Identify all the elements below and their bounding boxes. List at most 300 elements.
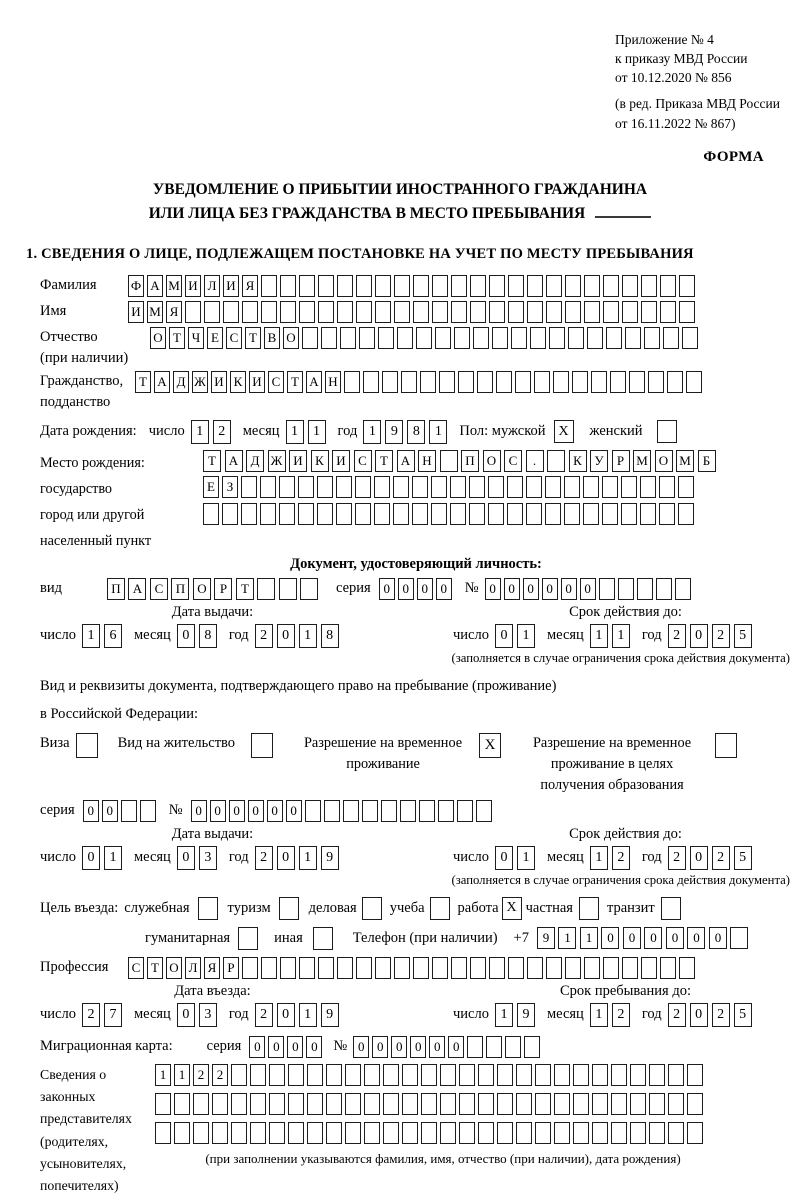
char-cell[interactable] [508,275,524,297]
char-cell[interactable] [687,1122,703,1144]
char-cell[interactable]: Т [245,327,261,349]
char-cell[interactable] [394,957,410,979]
char-cell[interactable] [222,503,238,525]
char-cell[interactable]: С [268,371,284,393]
char-cell[interactable]: М [166,275,182,297]
char-cell[interactable] [515,371,531,393]
char-cell[interactable]: Т [147,957,163,979]
char-cell[interactable] [516,1093,532,1115]
char-cell[interactable] [618,578,634,600]
char-cell[interactable] [231,1093,247,1115]
char-cell[interactable]: 0 [523,578,539,600]
char-cell[interactable]: И [332,450,350,472]
char-cell[interactable] [659,476,675,498]
char-cell[interactable] [546,957,562,979]
char-cell[interactable]: Е [207,327,223,349]
char-cell[interactable] [630,1122,646,1144]
temp-permit-edu-checkbox[interactable] [715,733,737,758]
char-cell[interactable]: М [676,450,694,472]
char-cell[interactable]: А [397,450,415,472]
char-cell[interactable]: 1 [82,624,100,648]
char-cell[interactable] [603,957,619,979]
char-cell[interactable]: 0 [542,578,558,600]
char-cell[interactable] [257,578,275,600]
char-cell[interactable] [649,1122,665,1144]
char-cell[interactable]: И [249,371,265,393]
char-cell[interactable]: С [354,450,372,472]
char-cell[interactable]: 2 [712,846,730,870]
char-cell[interactable] [261,301,277,323]
char-cell[interactable]: 0 [601,927,619,949]
purpose-transit-checkbox[interactable] [661,897,681,920]
char-cell[interactable] [554,1093,570,1115]
char-cell[interactable]: 0 [391,1036,407,1058]
char-cell[interactable] [242,957,258,979]
char-cell[interactable] [549,327,565,349]
char-cell[interactable]: К [230,371,246,393]
char-cell[interactable] [250,1093,266,1115]
char-cell[interactable]: С [150,578,168,600]
char-cell[interactable] [606,327,622,349]
char-cell[interactable]: 0 [277,1003,295,1027]
char-cell[interactable]: 7 [104,1003,122,1027]
char-cell[interactable] [602,476,618,498]
char-cell[interactable] [470,957,486,979]
char-cell[interactable]: 2 [612,846,630,870]
char-cell[interactable]: 0 [267,800,283,822]
char-cell[interactable]: 0 [191,800,207,822]
char-cell[interactable] [394,275,410,297]
char-cell[interactable] [584,275,600,297]
char-cell[interactable] [393,503,409,525]
char-cell[interactable] [488,476,504,498]
char-cell[interactable]: И [128,301,144,323]
char-cell[interactable] [547,450,565,472]
char-cell[interactable] [401,371,417,393]
char-cell[interactable] [478,1064,494,1086]
char-cell[interactable]: . [526,450,544,472]
char-cell[interactable] [467,1036,483,1058]
char-cell[interactable] [564,476,580,498]
char-cell[interactable] [345,1122,361,1144]
char-cell[interactable]: Ж [192,371,208,393]
char-cell[interactable] [432,957,448,979]
char-cell[interactable]: 0 [561,578,577,600]
char-cell[interactable] [279,578,297,600]
char-cell[interactable] [326,1122,342,1144]
char-cell[interactable] [572,371,588,393]
char-cell[interactable] [363,371,379,393]
char-cell[interactable]: Н [325,371,341,393]
char-cell[interactable] [413,301,429,323]
char-cell[interactable] [383,1122,399,1144]
char-cell[interactable]: 0 [690,1003,708,1027]
char-cell[interactable] [497,1093,513,1115]
char-cell[interactable]: О [193,578,211,600]
char-cell[interactable] [355,476,371,498]
char-cell[interactable] [573,1122,589,1144]
char-cell[interactable]: 6 [104,624,122,648]
char-cell[interactable] [524,1036,540,1058]
char-cell[interactable] [393,476,409,498]
char-cell[interactable]: 0 [504,578,520,600]
char-cell[interactable] [508,957,524,979]
char-cell[interactable] [450,503,466,525]
char-cell[interactable] [402,1093,418,1115]
char-cell[interactable] [260,476,276,498]
char-cell[interactable] [679,301,695,323]
char-cell[interactable] [668,1122,684,1144]
char-cell[interactable] [440,450,458,472]
char-cell[interactable] [419,800,435,822]
char-cell[interactable] [611,1093,627,1115]
char-cell[interactable] [364,1122,380,1144]
char-cell[interactable] [337,957,353,979]
char-cell[interactable] [394,301,410,323]
char-cell[interactable] [546,275,562,297]
char-cell[interactable] [318,275,334,297]
char-cell[interactable] [516,1064,532,1086]
char-cell[interactable] [527,275,543,297]
char-cell[interactable] [336,476,352,498]
char-cell[interactable]: Е [203,476,219,498]
char-cell[interactable] [241,503,257,525]
char-cell[interactable] [535,1064,551,1086]
char-cell[interactable] [356,957,372,979]
char-cell[interactable] [307,1122,323,1144]
char-cell[interactable] [364,1064,380,1086]
char-cell[interactable]: 0 [249,1036,265,1058]
char-cell[interactable] [591,371,607,393]
char-cell[interactable]: 2 [712,624,730,648]
char-cell[interactable]: 1 [590,1003,608,1027]
char-cell[interactable]: 9 [385,420,403,444]
char-cell[interactable]: 9 [537,927,555,949]
char-cell[interactable]: 0 [436,578,452,600]
char-cell[interactable]: 2 [255,846,273,870]
char-cell[interactable] [678,503,694,525]
char-cell[interactable] [507,503,523,525]
char-cell[interactable]: И [211,371,227,393]
char-cell[interactable]: 1 [299,624,317,648]
char-cell[interactable] [223,301,239,323]
sex-female-checkbox[interactable] [657,420,677,443]
char-cell[interactable]: Т [203,450,221,472]
purpose-business-checkbox[interactable] [362,897,382,920]
char-cell[interactable] [279,503,295,525]
char-cell[interactable] [298,476,314,498]
char-cell[interactable] [336,503,352,525]
char-cell[interactable] [212,1122,228,1144]
char-cell[interactable]: Ф [128,275,144,297]
char-cell[interactable]: 5 [734,624,752,648]
char-cell[interactable] [526,476,542,498]
char-cell[interactable] [451,957,467,979]
char-cell[interactable] [545,476,561,498]
char-cell[interactable] [489,957,505,979]
char-cell[interactable] [269,1122,285,1144]
char-cell[interactable] [629,371,645,393]
char-cell[interactable]: 0 [372,1036,388,1058]
char-cell[interactable]: А [147,275,163,297]
char-cell[interactable] [492,327,508,349]
char-cell[interactable] [413,275,429,297]
char-cell[interactable] [656,578,672,600]
char-cell[interactable]: 1 [308,420,326,444]
char-cell[interactable]: 1 [286,420,304,444]
char-cell[interactable] [280,301,296,323]
char-cell[interactable] [489,275,505,297]
char-cell[interactable]: 2 [212,1064,228,1086]
char-cell[interactable] [546,301,562,323]
char-cell[interactable] [440,1093,456,1115]
char-cell[interactable] [318,301,334,323]
char-cell[interactable] [659,503,675,525]
temp-permit-checkbox[interactable]: X [479,733,501,758]
char-cell[interactable]: Я [242,275,258,297]
char-cell[interactable] [469,476,485,498]
char-cell[interactable]: 1 [580,927,598,949]
char-cell[interactable] [321,327,337,349]
char-cell[interactable] [622,957,638,979]
char-cell[interactable]: 0 [485,578,501,600]
char-cell[interactable] [640,503,656,525]
char-cell[interactable] [326,1064,342,1086]
char-cell[interactable] [599,578,615,600]
char-cell[interactable] [364,1093,380,1115]
char-cell[interactable] [526,503,542,525]
char-cell[interactable]: 2 [255,1003,273,1027]
char-cell[interactable] [343,800,359,822]
char-cell[interactable] [682,327,698,349]
char-cell[interactable]: Ж [268,450,286,472]
char-cell[interactable] [375,957,391,979]
sex-male-checkbox[interactable]: X [554,420,574,443]
char-cell[interactable] [507,476,523,498]
char-cell[interactable] [603,275,619,297]
char-cell[interactable]: 0 [417,578,433,600]
char-cell[interactable] [587,327,603,349]
char-cell[interactable]: З [222,476,238,498]
char-cell[interactable]: 0 [580,578,596,600]
char-cell[interactable] [299,957,315,979]
char-cell[interactable] [231,1122,247,1144]
char-cell[interactable]: 2 [255,624,273,648]
char-cell[interactable] [469,503,485,525]
char-cell[interactable]: 0 [495,846,513,870]
char-cell[interactable] [686,371,702,393]
char-cell[interactable]: 0 [210,800,226,822]
char-cell[interactable]: 0 [353,1036,369,1058]
char-cell[interactable] [553,371,569,393]
char-cell[interactable] [269,1093,285,1115]
char-cell[interactable]: П [171,578,189,600]
char-cell[interactable] [412,476,428,498]
char-cell[interactable]: Я [204,957,220,979]
char-cell[interactable] [621,476,637,498]
char-cell[interactable]: 0 [623,927,641,949]
char-cell[interactable]: 1 [429,420,447,444]
purpose-other-checkbox[interactable] [313,927,333,950]
char-cell[interactable]: Б [698,450,716,472]
char-cell[interactable] [459,1122,475,1144]
char-cell[interactable] [326,1093,342,1115]
char-cell[interactable] [687,1064,703,1086]
char-cell[interactable] [457,800,473,822]
char-cell[interactable] [439,371,455,393]
char-cell[interactable] [438,800,454,822]
char-cell[interactable] [668,1064,684,1086]
char-cell[interactable] [641,957,657,979]
char-cell[interactable] [668,1093,684,1115]
char-cell[interactable] [402,1122,418,1144]
char-cell[interactable] [637,578,653,600]
char-cell[interactable]: 0 [429,1036,445,1058]
char-cell[interactable]: К [569,450,587,472]
char-cell[interactable]: 1 [612,624,630,648]
char-cell[interactable] [337,301,353,323]
char-cell[interactable] [317,503,333,525]
char-cell[interactable]: 0 [268,1036,284,1058]
char-cell[interactable] [649,1093,665,1115]
char-cell[interactable] [421,1064,437,1086]
char-cell[interactable]: 2 [612,1003,630,1027]
char-cell[interactable] [660,957,676,979]
char-cell[interactable] [505,1036,521,1058]
purpose-tourism-checkbox[interactable] [279,897,299,920]
char-cell[interactable]: 1 [517,624,535,648]
char-cell[interactable] [622,275,638,297]
char-cell[interactable]: 1 [299,1003,317,1027]
char-cell[interactable]: А [128,578,146,600]
char-cell[interactable] [641,301,657,323]
char-cell[interactable] [508,301,524,323]
char-cell[interactable]: О [655,450,673,472]
char-cell[interactable] [687,1093,703,1115]
char-cell[interactable]: Т [236,578,254,600]
char-cell[interactable] [250,1122,266,1144]
residence-permit-checkbox[interactable] [251,733,273,758]
char-cell[interactable] [288,1093,304,1115]
char-cell[interactable] [530,327,546,349]
char-cell[interactable] [630,1064,646,1086]
char-cell[interactable] [269,1064,285,1086]
char-cell[interactable] [356,275,372,297]
char-cell[interactable]: 0 [709,927,727,949]
char-cell[interactable] [603,301,619,323]
char-cell[interactable] [299,301,315,323]
char-cell[interactable] [288,1122,304,1144]
char-cell[interactable] [359,327,375,349]
purpose-private-checkbox[interactable] [579,897,599,920]
char-cell[interactable] [516,1122,532,1144]
char-cell[interactable] [174,1093,190,1115]
char-cell[interactable] [648,371,664,393]
char-cell[interactable] [584,301,600,323]
char-cell[interactable] [307,1064,323,1086]
char-cell[interactable] [488,503,504,525]
char-cell[interactable]: 2 [82,1003,100,1027]
char-cell[interactable]: Т [287,371,303,393]
char-cell[interactable] [679,275,695,297]
char-cell[interactable] [300,578,318,600]
char-cell[interactable]: 0 [690,624,708,648]
char-cell[interactable] [573,1064,589,1086]
char-cell[interactable] [564,503,580,525]
char-cell[interactable]: 1 [363,420,381,444]
char-cell[interactable] [440,1064,456,1086]
char-cell[interactable] [280,957,296,979]
char-cell[interactable] [383,1064,399,1086]
char-cell[interactable]: 1 [495,1003,513,1027]
char-cell[interactable]: 8 [407,420,425,444]
char-cell[interactable] [318,957,334,979]
char-cell[interactable]: 0 [177,1003,195,1027]
char-cell[interactable] [592,1122,608,1144]
char-cell[interactable] [431,476,447,498]
char-cell[interactable]: Л [204,275,220,297]
char-cell[interactable]: 0 [83,800,99,822]
char-cell[interactable] [641,275,657,297]
char-cell[interactable] [470,275,486,297]
char-cell[interactable] [383,1093,399,1115]
char-cell[interactable]: 2 [668,1003,686,1027]
char-cell[interactable] [412,503,428,525]
char-cell[interactable] [261,275,277,297]
char-cell[interactable]: 1 [558,927,576,949]
char-cell[interactable]: 0 [410,1036,426,1058]
char-cell[interactable]: О [283,327,299,349]
char-cell[interactable]: 2 [712,1003,730,1027]
char-cell[interactable] [440,1122,456,1144]
char-cell[interactable] [356,301,372,323]
char-cell[interactable]: Р [214,578,232,600]
char-cell[interactable] [497,1064,513,1086]
char-cell[interactable] [535,1122,551,1144]
char-cell[interactable] [611,1122,627,1144]
char-cell[interactable] [583,476,599,498]
char-cell[interactable] [565,275,581,297]
char-cell[interactable]: 9 [321,846,339,870]
char-cell[interactable]: 0 [287,1036,303,1058]
char-cell[interactable]: Д [246,450,264,472]
char-cell[interactable]: 1 [590,624,608,648]
char-cell[interactable]: 8 [321,624,339,648]
char-cell[interactable] [345,1093,361,1115]
char-cell[interactable] [625,327,641,349]
char-cell[interactable]: 0 [177,846,195,870]
char-cell[interactable]: 0 [379,578,395,600]
char-cell[interactable]: И [185,275,201,297]
purpose-humanitarian-checkbox[interactable] [238,927,258,950]
char-cell[interactable]: У [590,450,608,472]
char-cell[interactable] [302,327,318,349]
char-cell[interactable] [324,800,340,822]
char-cell[interactable]: 1 [174,1064,190,1086]
char-cell[interactable]: Т [135,371,151,393]
char-cell[interactable]: 3 [199,1003,217,1027]
visa-checkbox[interactable] [76,733,98,758]
char-cell[interactable] [280,275,296,297]
char-cell[interactable] [675,578,691,600]
char-cell[interactable] [140,800,156,822]
char-cell[interactable] [155,1122,171,1144]
char-cell[interactable] [305,800,321,822]
char-cell[interactable]: 1 [155,1064,171,1086]
char-cell[interactable] [362,800,378,822]
char-cell[interactable]: 2 [668,624,686,648]
char-cell[interactable] [420,371,436,393]
